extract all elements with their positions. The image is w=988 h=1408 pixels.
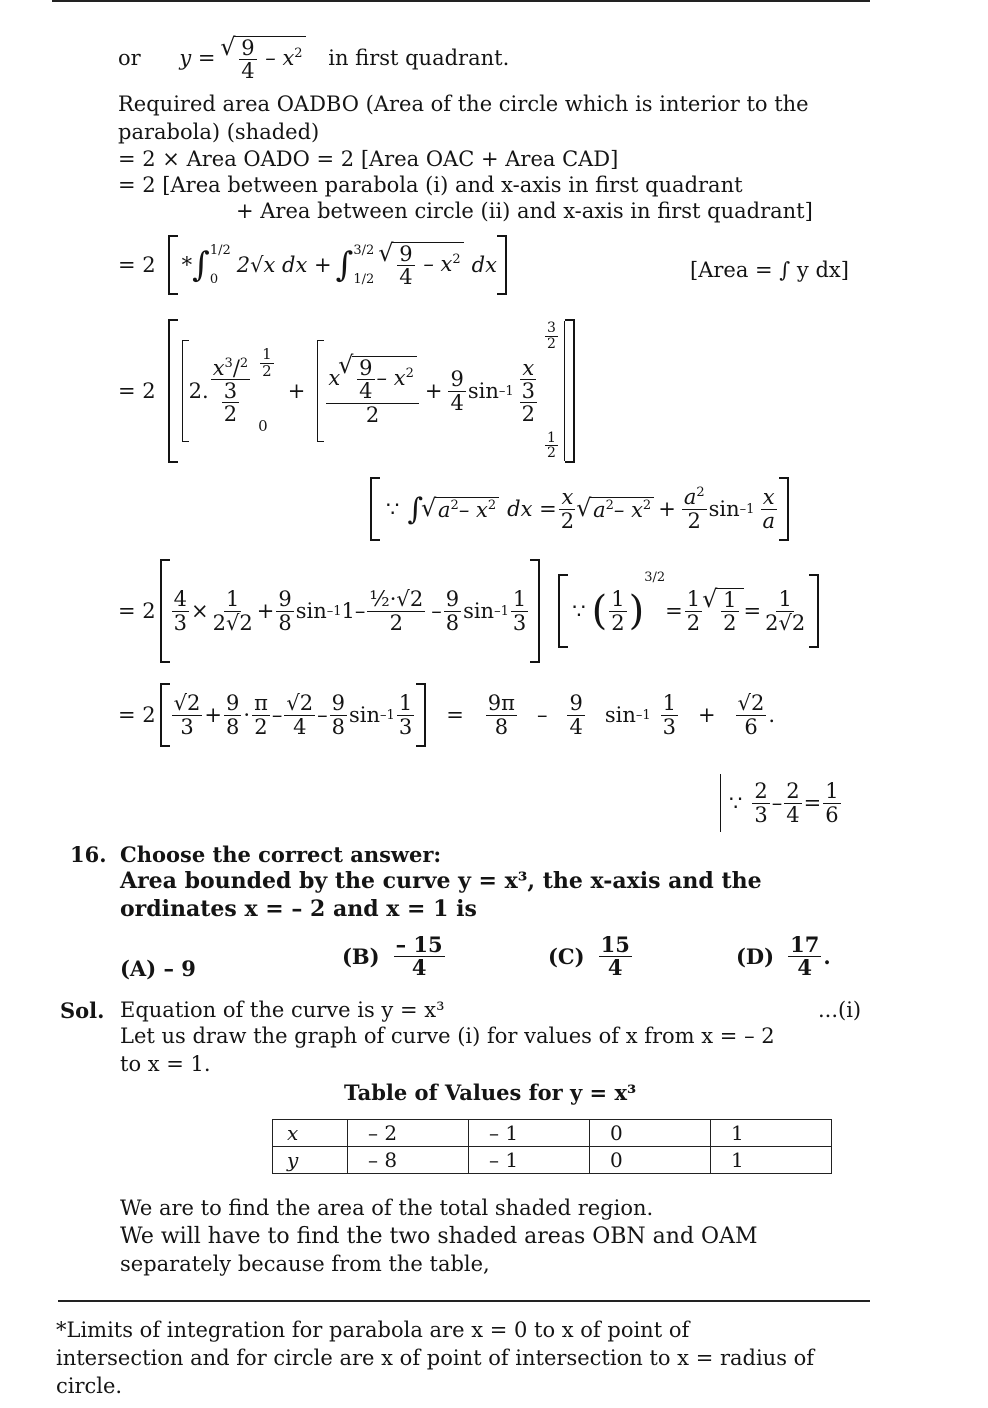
x-cell: 0 (590, 1120, 711, 1147)
para1-line1: Required area OADBO (Area of the circle which is interior to the (118, 92, 809, 116)
option-a[interactable]: (A) – 9 (120, 956, 196, 981)
para1-line2: parabola) (shaded) (118, 120, 320, 144)
table-row-y (273, 1147, 832, 1174)
question-heading: Choose the correct answer: (120, 842, 442, 867)
x-cell: – 2 (348, 1120, 469, 1147)
option-b[interactable]: (B) $\frac{- 15}{4}$ (342, 932, 443, 981)
area-note: [Area = ∫ y dx] (690, 258, 849, 282)
values-table (272, 1119, 832, 1174)
solution-para-3: separately because from the table, (120, 1252, 490, 1276)
option-d[interactable]: (D) $\frac{17}{4}$ . (736, 932, 831, 981)
sqrt-expr: √ $\frac{9}{4}$ – $x^2$ (234, 36, 305, 82)
y-cell: 1 (711, 1147, 832, 1174)
table-title: Table of Values for y = x³ (344, 1080, 637, 1105)
x-cell: – 1 (469, 1120, 590, 1147)
footnote-rule (58, 1300, 870, 1302)
para1-line4: = 2 [Area between parabola (i) and x-axis in first quadrant (118, 173, 743, 197)
or-text: or (118, 46, 141, 71)
y-cell: – 1 (469, 1147, 590, 1174)
evaluation-line-3: = 2 $\frac{√2}{3}$ + $\frac{9}{8}$ · $\frac{\pi}{2}$ – $\frac{√2}{4}$ – $\frac{9}{8}$ sin –1 $\frac{1}{3}$ = $\frac{9\pi}{8}$ – $\frac{9}{4}$ sin –1 $\frac{1}{3}$ + $\frac{√2}{6}$ . (118, 680, 775, 750)
solution-line-3: to x = 1. (120, 1052, 211, 1076)
integral-line: = 2 * ∫ 1/2 0 2√x dx + ∫ 3/2 1/2 √ $\frac{9}{4}$ – $x^2$ dx (118, 230, 507, 300)
evaluation-line-1: = 2 2. $\frac{x^3/^2}{\frac{3}{2}}$ $\frac{1}{2}$ 0 + x √ $\frac{9}{4}$ – $x^2$ 2 + $\frac{9}{4}$ sin –1 $\frac{x}{\frac{3}{2}}$ $\frac{3}{2}$ $\frac{1}{2}$ (118, 316, 575, 466)
top-rule (52, 0, 870, 2)
footnote-line-2: intersection and for circle are x of point of intersection to x = radius of (56, 1346, 815, 1370)
first-quadrant-text: in first quadrant. (328, 46, 510, 71)
x-label-cell: x (273, 1120, 348, 1147)
y-cell: – 8 (348, 1147, 469, 1174)
equation-line-1 (118, 36, 509, 82)
evaluation-line-2: = 2 $\frac{4}{3}$ × $\frac{1}{2√2}$ + $\frac{9}{8}$ sin –1 1 – $\frac{\text{½·√2}}{2}$ – $\frac{9}{8}$ sin –1 $\frac{1}{3}$ ∵ ( $\frac{1}{2}$ ) 3/2 = $\frac{1}{2}$ √ $\frac{1}{2}$ = $\frac{1}{2√2}$ (118, 556, 819, 666)
eq-lhs: y = (179, 46, 216, 71)
para1-line3: = 2 × Area OADO = 2 [Area OAC + Area CAD] (118, 147, 619, 171)
standard-integral-formula: ∵ ∫ √ $a^2-$ $x^2$ dx = $\frac{x}{2}$ √ $a^2-$ $x^2$ + $\frac{a^2}{2}$ sin –1 $\frac{x}{a}$ (370, 474, 789, 544)
y-label-cell: y (273, 1147, 348, 1174)
solution-para-1: We are to find the area of the total shaded region. (120, 1196, 654, 1220)
question-line-2: ordinates x = – 2 and x = 1 is (120, 896, 477, 922)
equation-ref: ...(i) (818, 998, 862, 1022)
question-line-1: Area bounded by the curve y = x³, the x-axis and the (120, 868, 762, 894)
x-cell: 1 (711, 1120, 832, 1147)
table-row-x (273, 1120, 832, 1147)
solution-line-2: Let us draw the graph of curve (i) for values of x from x = – 2 (120, 1024, 775, 1048)
question-number: 16. (70, 842, 107, 867)
solution-label: Sol. (60, 998, 105, 1023)
footnote-line-3: circle. (56, 1374, 123, 1398)
solution-para-2: We will have to find the two shaded areas OBN and OAM (120, 1224, 758, 1249)
note-fraction: ∵ $\frac{2}{3}$ – $\frac{2}{4}$ = $\frac{1}{6}$ (720, 774, 843, 832)
solution-line-1: Equation of the curve is y = x³ (120, 998, 445, 1022)
footnote-line-1: *Limits of integration for parabola are x = 0 to x of point of (56, 1318, 690, 1342)
y-cell: 0 (590, 1147, 711, 1174)
para1-line5: + Area between circle (ii) and x-axis in first quadrant] (236, 199, 813, 223)
option-c[interactable]: (C) $\frac{15}{4}$ (548, 932, 630, 981)
